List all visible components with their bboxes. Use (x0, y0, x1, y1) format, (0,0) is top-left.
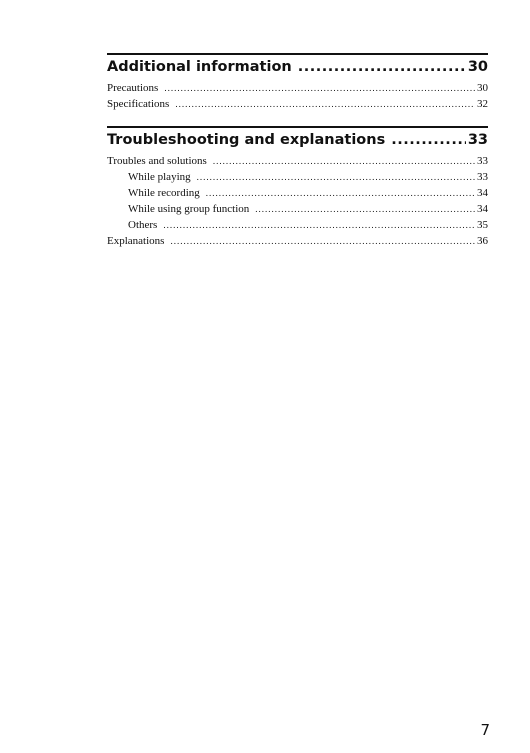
toc-entry-while-using-group-function[interactable] (107, 201, 488, 217)
dot-leader (206, 185, 475, 201)
dot-leader (175, 96, 475, 112)
toc-section-additional-information (107, 53, 488, 112)
entry-label: Explanations (107, 235, 165, 247)
entry-label: Others (128, 219, 158, 231)
toc-entry-others[interactable] (107, 217, 488, 233)
dot-leader (170, 233, 475, 249)
entry-page-number: 36 (477, 235, 488, 247)
dot-leader (197, 169, 475, 185)
toc-entry-while-playing[interactable] (107, 169, 488, 185)
entry-label: While using group function (128, 203, 250, 215)
dot-leader (163, 217, 475, 233)
toc-entry-while-recording[interactable] (107, 185, 488, 201)
entry-page-number: 35 (477, 219, 488, 231)
dot-leader (213, 153, 475, 169)
entry-page-number: 32 (477, 98, 488, 110)
entry-label: While recording (128, 187, 200, 199)
dot-leader (298, 58, 466, 76)
entry-label: Troubles and solutions (107, 155, 207, 167)
section-title: Troubleshooting and explanations (107, 132, 386, 148)
section-page-number: 30 (467, 59, 488, 75)
entry-label: Precautions (107, 82, 159, 94)
entry-page-number: 33 (477, 171, 488, 183)
entry-label: While playing (128, 171, 191, 183)
entry-page-number: 33 (477, 155, 488, 167)
toc-entry-explanations[interactable] (107, 233, 488, 249)
toc-section-heading[interactable] (107, 131, 488, 149)
toc-entry-precautions[interactable] (107, 80, 488, 96)
toc-section-heading[interactable] (107, 58, 488, 76)
toc-section-troubleshooting (107, 126, 488, 249)
dot-leader (164, 80, 475, 96)
dot-leader (391, 131, 466, 149)
entry-page-number: 30 (477, 82, 488, 94)
entry-page-number: 34 (477, 187, 488, 199)
section-title: Additional information (107, 59, 292, 75)
toc-entry-troubles-and-solutions[interactable] (107, 153, 488, 169)
table-of-contents (107, 53, 488, 249)
dot-leader (255, 201, 475, 217)
section-page-number: 33 (467, 132, 488, 148)
entry-label: Specifications (107, 98, 170, 110)
toc-entry-specifications[interactable] (107, 96, 488, 112)
entry-page-number: 34 (477, 203, 488, 215)
page-number: 7 (480, 721, 490, 739)
